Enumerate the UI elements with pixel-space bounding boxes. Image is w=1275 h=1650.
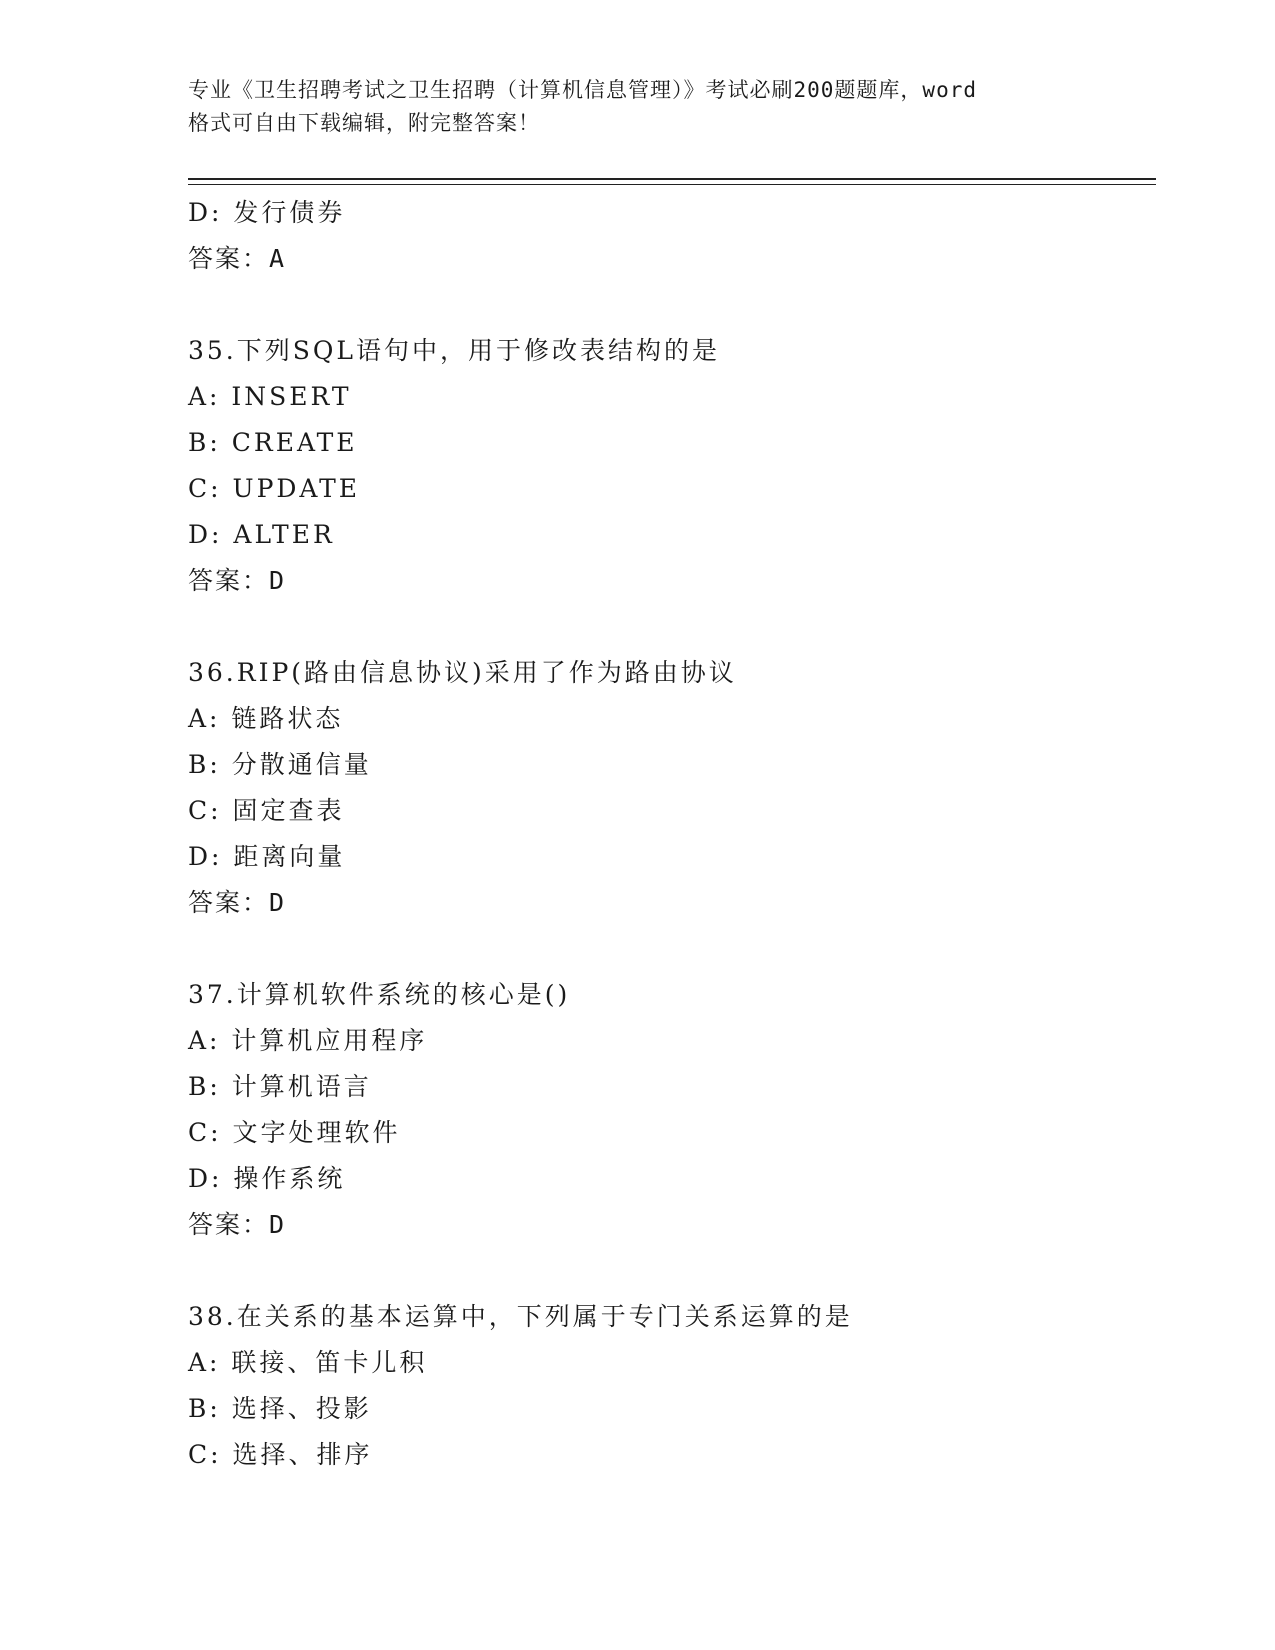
question-37 — [188, 972, 1156, 1248]
question-36 — [188, 650, 1156, 926]
option-a: A: 联接、笛卡儿积 — [188, 1348, 428, 1377]
option-c: C: 固定查表 — [188, 796, 345, 825]
header-title-line-2: 格式可自由下载编辑，附完整答案！ — [188, 111, 540, 135]
answer-line: 答案：D — [188, 888, 287, 917]
option-c: C: 文字处理软件 — [188, 1118, 401, 1147]
question-stem: 38.在关系的基本运算中，下列属于专门关系运算的是 — [188, 1302, 853, 1331]
option-d: D: 操作系统 — [188, 1164, 346, 1193]
option-c: C: 选择、排序 — [188, 1440, 373, 1469]
header-title-line-1: 专业《卫生招聘考试之卫生招聘（计算机信息管理）》考试必刷200题题库，word — [188, 78, 977, 102]
spacer — [188, 282, 1156, 328]
answer-line: 答案：D — [188, 1210, 287, 1239]
option-b: B: 选择、投影 — [188, 1394, 372, 1423]
question-stem: 36.RIP(路由信息协议)采用了作为路由协议 — [188, 658, 737, 687]
option-d: D: ALTER — [188, 520, 335, 549]
answer-line: 答案：A — [188, 244, 287, 273]
spacer — [188, 926, 1156, 972]
document-header — [188, 74, 1088, 140]
question-list — [188, 190, 1156, 1478]
spacer — [188, 1248, 1156, 1294]
option-c: C: UPDATE — [188, 474, 361, 503]
header-divider-thin — [188, 184, 1156, 185]
question-stem: 35.下列SQL语句中，用于修改表结构的是 — [188, 336, 720, 365]
question-35 — [188, 328, 1156, 604]
option-a: A: 链路状态 — [188, 704, 344, 733]
option-b: B: 计算机语言 — [188, 1072, 372, 1101]
option-d: D: 发行债券 — [188, 198, 346, 227]
question-38 — [188, 1294, 1156, 1478]
option-a: A: INSERT — [188, 382, 352, 411]
question-stem: 37.计算机软件系统的核心是() — [188, 980, 571, 1009]
option-d: D: 距离向量 — [188, 842, 346, 871]
option-a: A: 计算机应用程序 — [188, 1026, 428, 1055]
question-34-tail — [188, 190, 1156, 282]
option-b: B: 分散通信量 — [188, 750, 372, 779]
spacer — [188, 604, 1156, 650]
option-b: B: CREATE — [188, 428, 358, 457]
header-divider-thick — [188, 178, 1156, 180]
answer-line: 答案：D — [188, 566, 287, 595]
